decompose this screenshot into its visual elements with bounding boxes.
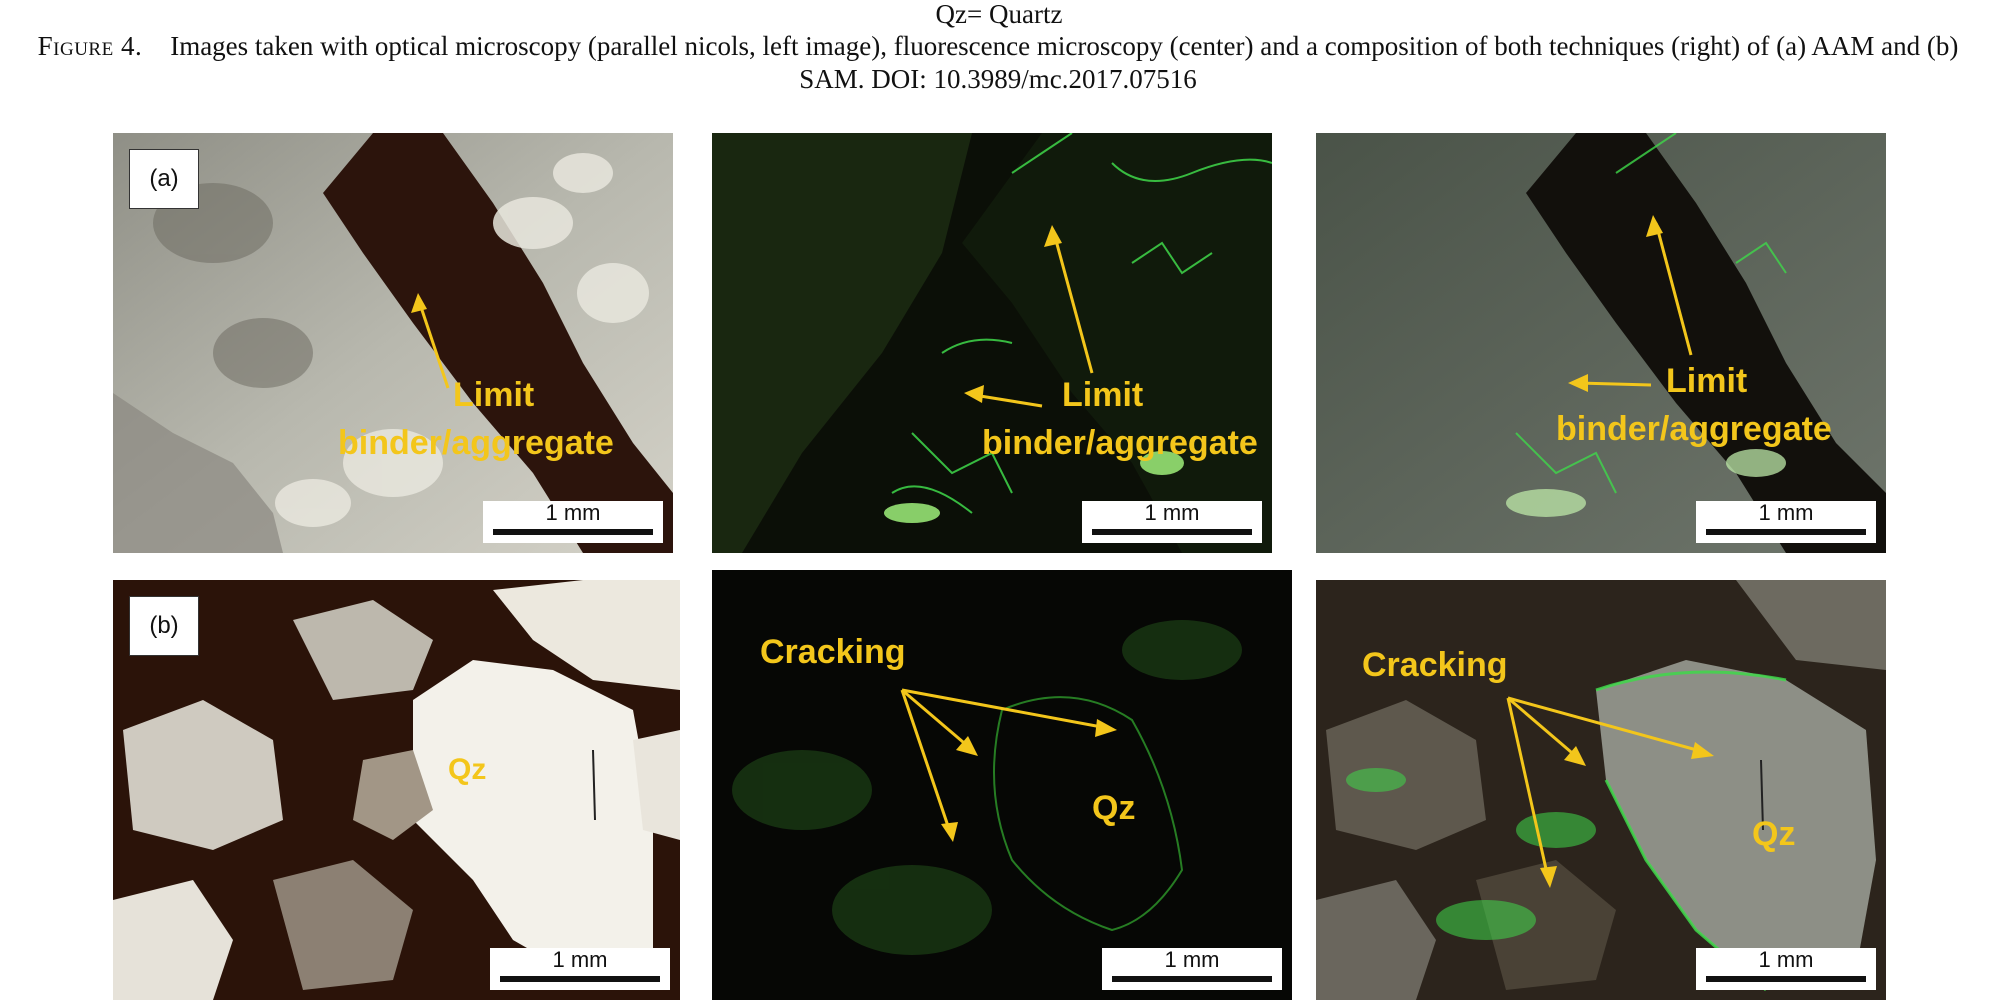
figure-caption-text: Images taken with optical microscopy (parallel nicols, left image), fluorescence microscopy (center) and a composition of both techniques (right) of (a) AAM and (b) SAM. DOI: 10.3989/mc.2017.07516 [170, 31, 1959, 94]
annotation-binder-aggregate: binder/aggregate [338, 424, 614, 462]
annotation-qz: Qz [448, 753, 487, 786]
scale-bar-label: 1 mm [1758, 500, 1814, 525]
micrograph-b-optical [113, 580, 680, 1000]
annotation-limit: Limit [1666, 362, 1748, 400]
scale-bar-label: 1 mm [545, 500, 601, 525]
scale-bar-label: 1 mm [552, 947, 608, 972]
annotation-limit: Limit [1062, 376, 1144, 414]
scale-bar-label: 1 mm [1164, 947, 1220, 972]
micrograph-b-composition [1316, 580, 1886, 1000]
annotation-cracking: Cracking [760, 633, 906, 671]
figure-label: Figure 4. [37, 31, 143, 61]
figure-caption [8, 30, 1988, 96]
micrograph-a-optical [113, 133, 673, 553]
scale-bar [1102, 948, 1282, 990]
scale-bar-line [1706, 976, 1866, 982]
row-a-tag: (a) [129, 149, 199, 209]
scale-bar-label: 1 mm [1144, 500, 1200, 525]
micrograph-a-composition [1316, 133, 1886, 553]
annotation-binder-aggregate: binder/aggregate [982, 424, 1258, 462]
annotation-limit: Limit [453, 376, 535, 414]
annotation-cracking: Cracking [1362, 646, 1508, 684]
scale-bar [483, 501, 663, 543]
annotation-qz: Qz [1752, 815, 1796, 853]
scale-bar [1696, 948, 1876, 990]
micrograph-a-fluorescence [712, 133, 1272, 553]
figure-legend-line: Qz= Quartz [935, 0, 1063, 29]
annotation-qz: Qz [1092, 789, 1136, 827]
micrograph-b-fluorescence [712, 570, 1292, 1000]
scale-bar-line [1092, 529, 1252, 535]
annotation-binder-aggregate: binder/aggregate [1556, 410, 1832, 448]
row-b-tag: (b) [129, 596, 199, 656]
scale-bar [490, 948, 670, 990]
scale-bar [1082, 501, 1262, 543]
scale-bar [1696, 501, 1876, 543]
scale-bar-line [1112, 976, 1272, 982]
scale-bar-line [500, 976, 660, 982]
scale-bar-line [493, 529, 653, 535]
scale-bar-line [1706, 529, 1866, 535]
scale-bar-label: 1 mm [1758, 947, 1814, 972]
